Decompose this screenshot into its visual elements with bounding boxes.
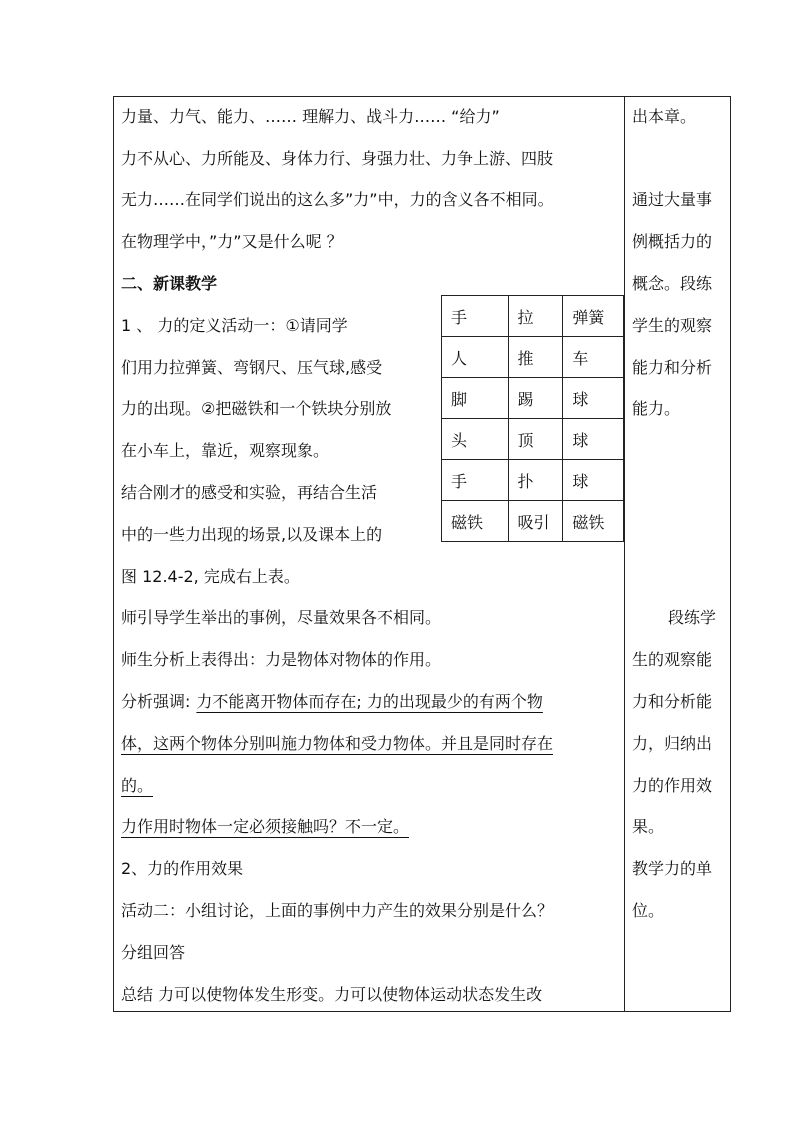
table-cell: 手	[442, 296, 509, 337]
side-note-line: 通过大量事	[632, 190, 713, 209]
table-cell: 吸引	[508, 501, 563, 542]
section-heading-new-lesson: 二、新课教学	[121, 274, 218, 293]
side-note-line: 学生的观察	[632, 316, 713, 335]
column-divider	[624, 96, 625, 1012]
side-note-line: 段练学	[668, 608, 717, 627]
underlined-text: 力不能离开物体而存在; 力的出现最少的有两个物	[196, 692, 543, 711]
table-row	[442, 296, 624, 337]
side-note-line: 教学力的单	[632, 859, 713, 878]
text-line: 结合刚才的感受和实验，再结合生活	[121, 483, 378, 502]
force-example-table	[441, 295, 624, 542]
table-cell: 拉	[508, 296, 563, 337]
underlined-question: 力作用时物体一定必须接触吗？不一定。	[121, 817, 410, 836]
text-line: 师生分析上表得出：力是物体对物体的作用。	[121, 650, 442, 669]
table-row	[442, 337, 624, 378]
emphasis-line	[121, 691, 543, 713]
text-line: 无力……在同学们说出的这么多”力”中，力的含义各不相同。	[121, 190, 554, 209]
table-cell: 球	[563, 419, 624, 460]
table-cell: 球	[563, 460, 624, 501]
table-cell: 磁铁	[442, 501, 509, 542]
side-note-line: 力和分析能	[632, 692, 713, 711]
text-line: 分组回答	[121, 943, 186, 962]
table-cell: 踢	[508, 378, 563, 419]
text-line: 在物理学中，”力”又是什么呢 ？	[121, 232, 343, 251]
subheading-force-effects: 2、力的作用效果	[121, 859, 244, 878]
table-row	[442, 460, 624, 501]
table-cell: 人	[442, 337, 509, 378]
table-cell: 弹簧	[563, 296, 624, 337]
text-line: 活动二：小组讨论，上面的事例中力产生的效果分别是什么？	[121, 901, 554, 920]
text-line: 在小车上，靠近，观察现象。	[121, 441, 330, 460]
text-line: 图 12.4-2, 完成右上表。	[121, 567, 300, 586]
emphasis-label: 分析强调:	[121, 692, 191, 711]
side-note-line: 力的作用效	[632, 776, 713, 795]
underlined-text: 体，这两个物体分别叫施力物体和受力物体。并且是同时存在	[121, 734, 554, 753]
side-note-line: 例概括力的	[632, 232, 713, 251]
text-line: 力不从心、力所能及、身体力行、身强力壮、力争上游、四肢	[121, 149, 554, 168]
text-line: 中的一些力出现的场景,以及课本上的	[121, 525, 383, 544]
text-line: 总结 力可以使物体发生形变。力可以使物体运动状态发生改	[121, 985, 543, 1004]
text-line: 1 、 力的定义活动一：①请同学	[121, 316, 348, 335]
text-line: 力量、力气、能力、…… 理解力、战斗力…… “给力”	[121, 107, 500, 126]
side-note-line: 力，归纳出	[632, 734, 713, 753]
side-note-line: 概念。段练	[632, 274, 713, 293]
text-line: 力的出现。②把磁铁和一个铁块分别放	[121, 399, 392, 418]
table-cell: 脚	[442, 378, 509, 419]
side-note-line: 能力。	[632, 399, 681, 418]
table-cell: 车	[563, 337, 624, 378]
table-row	[442, 378, 624, 419]
table-cell: 头	[442, 419, 509, 460]
side-note-line: 出本章。	[632, 107, 697, 126]
table-cell: 顶	[508, 419, 563, 460]
underlined-text: 的。	[121, 776, 154, 795]
table-cell: 球	[563, 378, 624, 419]
text-line: 们用力拉弹簧、弯钢尺、压气球,感受	[121, 358, 383, 377]
side-note-line: 生的观察能	[632, 650, 713, 669]
side-note-line: 能力和分析	[632, 358, 713, 377]
side-note-line: 果。	[632, 817, 665, 836]
table-row	[442, 419, 624, 460]
side-note-line: 位。	[632, 901, 665, 920]
table-cell: 推	[508, 337, 563, 378]
text-line: 师引导学生举出的事例，尽量效果各不相同。	[121, 608, 442, 627]
table-cell: 手	[442, 460, 509, 501]
table-cell: 磁铁	[563, 501, 624, 542]
table-cell: 扑	[508, 460, 563, 501]
table-row	[442, 501, 624, 542]
